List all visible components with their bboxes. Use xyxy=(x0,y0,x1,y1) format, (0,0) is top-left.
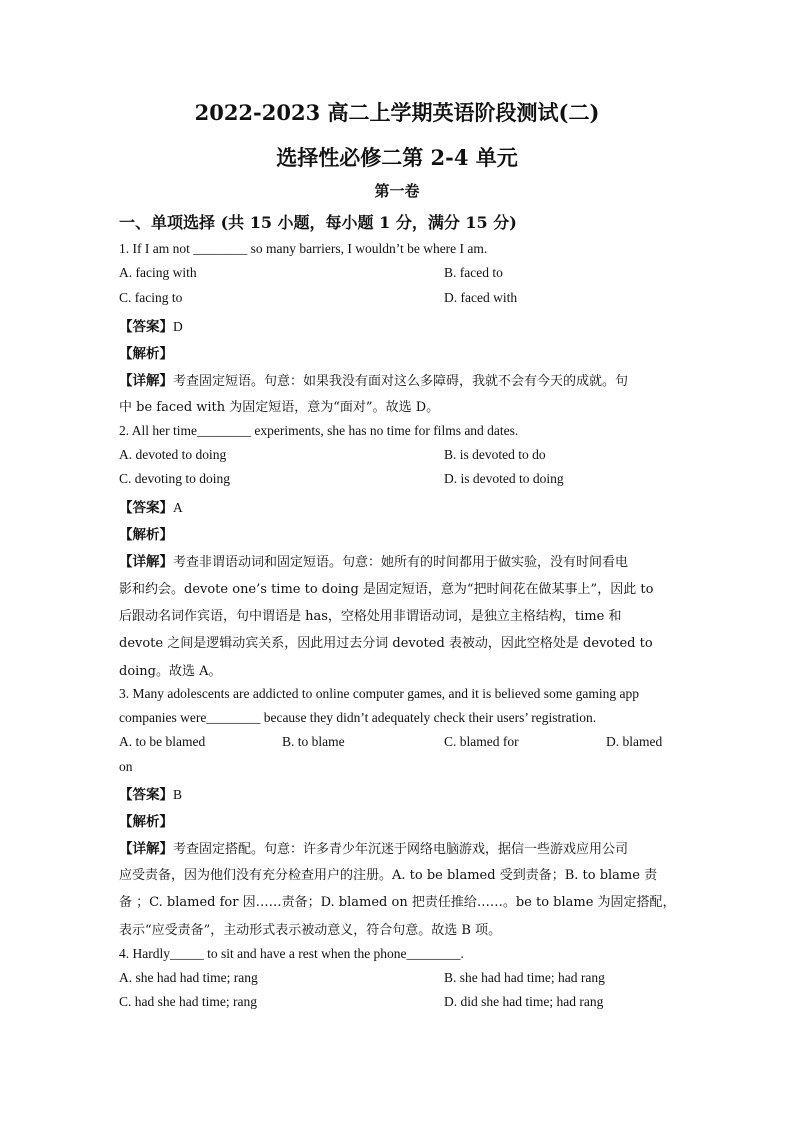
answer-value: A xyxy=(173,500,183,515)
question-4-option-d: D. did she had time; had rang xyxy=(444,994,604,1009)
question-3-analysis xyxy=(119,810,173,830)
question-2-option-a: A. devoted to doing xyxy=(119,447,227,462)
question-1-option-a: A. facing with xyxy=(119,265,197,280)
answer-value: D xyxy=(173,319,183,334)
question-3-stem: companies were________ because they didn’t adequately check their users’ registration. xyxy=(119,710,597,725)
analysis-label: 【解析】 xyxy=(119,814,173,830)
question-1-option-c: C. facing to xyxy=(119,290,183,305)
question-3-option-d: D. blamed xyxy=(606,734,663,749)
question-3-option-d-continued: on xyxy=(119,759,133,774)
question-3-detail-line xyxy=(119,837,628,857)
answer-label: 【答案】 xyxy=(119,787,173,803)
answer-label: 【答案】 xyxy=(119,319,173,335)
detail-text: 考查固定短语。句意：如果我没有面对这么多障碍，我就不会有今天的成就。句 xyxy=(173,374,629,389)
analysis-label: 【解析】 xyxy=(119,527,173,543)
question-1-answer xyxy=(119,315,183,335)
question-3-answer xyxy=(119,783,182,803)
question-3-detail-line: 备 ；C. blamed for 因……责备；D. blamed on 把责任推给……。be to blame 为固定搭配， xyxy=(119,895,676,910)
detail-label: 【详解】 xyxy=(119,841,173,857)
detail-text: 考查固定搭配。句意：许多青少年沉迷于网络电脑游戏，据信一些游戏应用公司 xyxy=(173,842,629,857)
question-2-detail-line: doing。故选 A。 xyxy=(119,664,222,679)
question-1-option-b: B. faced to xyxy=(444,265,503,280)
question-1-option-d: D. faced with xyxy=(444,290,518,305)
question-3-option-a: A. to be blamed xyxy=(119,734,206,749)
question-2-detail-line: devote 之间是逻辑动宾关系，因此用过去分词 devoted 表被动，因此空格处是 devoted to xyxy=(119,636,653,651)
question-2-detail-line: 影和约会。devote one’s time to doing 是固定短语，意为“把时间花在做某事上”，因此 to xyxy=(119,582,654,597)
detail-label: 【详解】 xyxy=(119,373,173,389)
question-3-detail-line: 表示“应受责备”，主动形式表示被动意义，符合句意。故选 B 项。 xyxy=(119,923,502,938)
question-3-option-b: B. to blame xyxy=(282,734,345,749)
question-3-detail-line: 应受责备，因为他们没有充分检查用户的注册。A. to be blamed 受到责备；B. to blame 责 xyxy=(119,868,658,883)
detail-text: 考查非谓语动词和固定短语。句意：她所有的时间都用于做实验，没有时间看电 xyxy=(173,555,629,570)
question-1-analysis xyxy=(119,342,173,362)
volume-label: 第一卷 xyxy=(374,182,420,200)
question-1-detail-line: 中 be faced with 为固定短语，意为“面对”。故选 D。 xyxy=(119,400,440,415)
question-1-detail-line xyxy=(119,369,628,389)
question-4-stem: 4. Hardly_____ to sit and have a rest when the phone________. xyxy=(119,946,464,961)
question-4-option-b: B. she had had time; had rang xyxy=(444,970,605,985)
document-title: 2022-2023 高二上学期英语阶段测试(二) xyxy=(194,100,600,125)
question-2-option-d: D. is devoted to doing xyxy=(444,471,564,486)
question-4-option-a: A. she had had time; rang xyxy=(119,970,258,985)
analysis-label: 【解析】 xyxy=(119,346,173,362)
question-2-analysis xyxy=(119,523,173,543)
question-2-detail-line xyxy=(119,550,628,570)
question-2-answer xyxy=(119,496,183,516)
question-2-detail-line: 后跟动名词作宾语，句中谓语是 has，空格处用非谓语动词，是独立主格结构，time 和 xyxy=(119,609,622,624)
question-2-option-c: C. devoting to doing xyxy=(119,471,230,486)
detail-label: 【详解】 xyxy=(119,554,173,570)
section-heading: 一、单项选择 (共 15 小题，每小题 1 分，满分 15 分) xyxy=(119,213,517,232)
question-3-stem: 3. Many adolescents are addicted to online computer games, and it is believed some gaming app xyxy=(119,686,639,701)
question-1-stem: 1. If I am not ________ so many barriers, I wouldn’t be where I am. xyxy=(119,241,488,256)
question-3-option-c: C. blamed for xyxy=(444,734,519,749)
answer-value: B xyxy=(173,787,183,802)
question-4-option-c: C. had she had time; rang xyxy=(119,994,257,1009)
question-2-option-b: B. is devoted to do xyxy=(444,447,546,462)
answer-label: 【答案】 xyxy=(119,500,173,516)
document-subtitle: 选择性必修二第 2-4 单元 xyxy=(276,145,518,170)
question-2-stem: 2. All her time________ experiments, she has no time for films and dates. xyxy=(119,423,519,438)
